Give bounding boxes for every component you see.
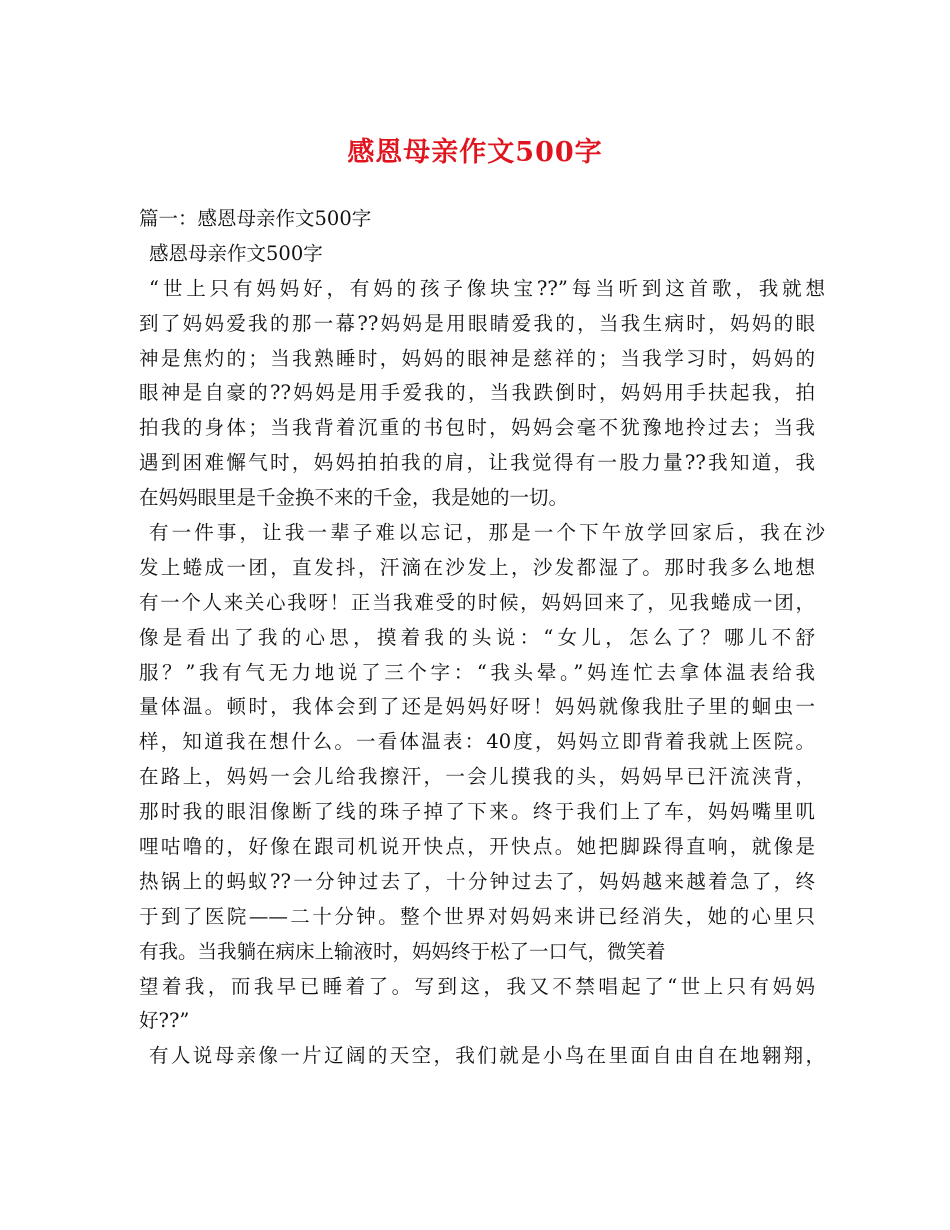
text-line: 神是焦灼的；当我熟睡时，妈妈的眼神是慈祥的；当我学习时，妈妈的 [139, 346, 815, 370]
text-line: 遇到困难懈气时，妈妈拍拍我的肩，让我觉得有一股力量??我知道，我 [139, 451, 815, 475]
essay-subtitle: 感恩母亲作文500字 [149, 241, 323, 265]
text-line: 有一件事，让我一辈子难以忘记，那是一个下午放学回家后，我在沙 [149, 521, 825, 545]
document-body [139, 202, 829, 1074]
text-line: 在妈妈眼里是千金换不来的千金，我是她的一切。 [139, 486, 569, 510]
text-line: 有我。当我躺在病床上输液时，妈妈终于松了一口气，微笑着 [139, 939, 666, 963]
text-line: 于到了医院——二十分钟。整个世界对妈妈来讲已经消失，她的心里只 [139, 904, 815, 928]
section-heading: 篇一：感恩母亲作文500字 [139, 207, 372, 230]
text-line: 有人说母亲像一片辽阔的天空，我们就是小鸟在里面自由自在地翱翔， [149, 1044, 825, 1068]
document-title: 感恩母亲作文500字 [347, 137, 603, 168]
text-line: 眼神是自豪的??妈妈是用手爱我的，当我跌倒时，妈妈用手扶起我，拍 [139, 381, 815, 405]
text-line: 样，知道我在想什么。一看体温表：40度，妈妈立即背着我就上医院。 [139, 730, 815, 754]
text-line: 那时我的眼泪像断了线的珠子掉了下来。终于我们上了车，妈妈嘴里叽 [139, 800, 815, 824]
text-line: 服？”我有气无力地说了三个字：“我头晕。”妈连忙去拿体温表给我 [139, 660, 815, 684]
text-line: 有一个人来关心我呀！正当我难受的时候，妈妈回来了，见我蜷成一团， [139, 590, 815, 614]
text-line: 望着我，而我早已睡着了。写到这，我又不禁唱起了“世上只有妈妈 [139, 974, 815, 998]
text-line: 热锅上的蚂蚁??一分钟过去了，十分钟过去了，妈妈越来越着急了，终 [139, 869, 815, 893]
text-line: 到了妈妈爱我的那一幕??妈妈是用眼睛爱我的，当我生病时，妈妈的眼 [139, 311, 815, 335]
text-line: 像是看出了我的心思，摸着我的头说：“女儿，怎么了？哪儿不舒 [139, 625, 815, 649]
text-line: 好??” [139, 1009, 190, 1033]
text-line: “世上只有妈妈好，有妈的孩子像块宝??”每当听到这首歌，我就想 [149, 276, 825, 300]
text-line: 拍我的身体；当我背着沉重的书包时，妈妈会毫不犹豫地拎过去；当我 [139, 416, 815, 440]
text-line: 量体温。顿时，我体会到了还是妈妈好呀！妈妈就像我肚子里的蛔虫一 [139, 695, 815, 719]
text-line: 在路上，妈妈一会儿给我擦汗，一会儿摸我的头，妈妈早已汗流浃背， [139, 765, 815, 789]
text-line: 发上蜷成一团，直发抖，汗滴在沙发上，沙发都湿了。那时我多么地想 [139, 555, 815, 579]
text-line: 哩咕噜的，好像在跟司机说开快点，开快点。她把脚跺得直响，就像是 [139, 835, 815, 859]
